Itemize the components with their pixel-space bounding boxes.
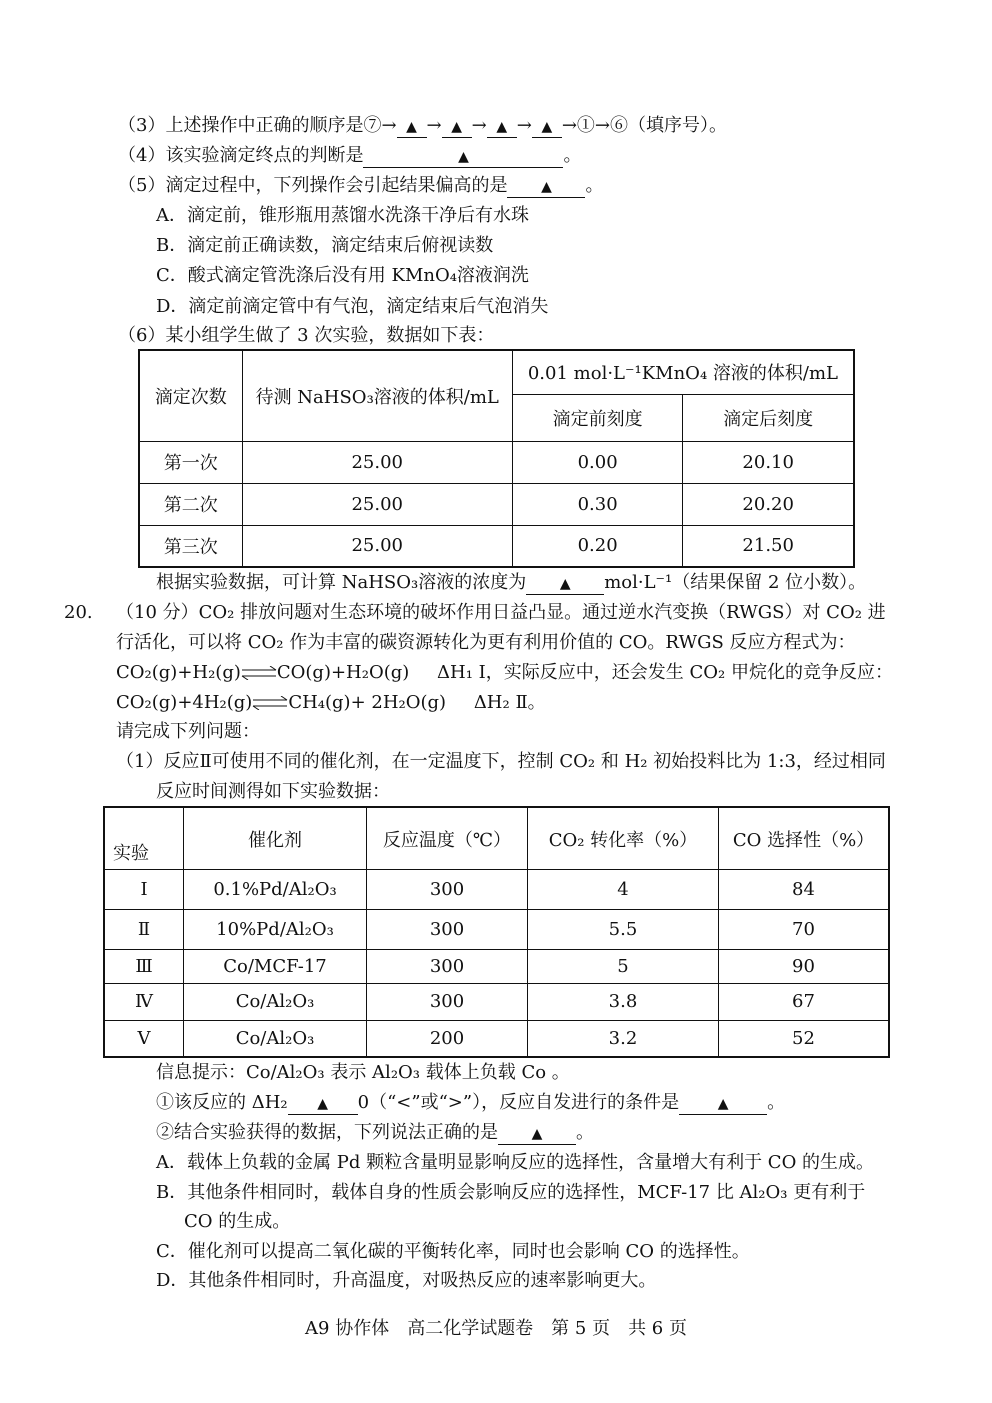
header-kmno4-volume: 0.01 mol·L⁻¹KMnO₄ 溶液的体积/mL <box>512 350 854 394</box>
equilibrium-arrow-icon <box>241 666 277 680</box>
option-a: A．载体上负载的金属 Pd 颗粒含量明显影响反应的选择性，含量增大有利于 CO 的生成。 <box>156 1152 875 1173</box>
option-b: B．其他条件相同时，载体自身的性质会影响反应的选择性，MCF-17 比 Al₂O₃ 更有利于 <box>156 1182 866 1203</box>
question-6-intro: （6）某小组学生做了 3 次实验，数据如下表： <box>118 325 495 346</box>
option-b: B．滴定前正确读数，滴定结束后俯视读数 <box>156 235 494 256</box>
q20-line1: （10 分）CO₂ 排放问题对生态环境的破坏作用日益凸显。通过逆水汽变换（RWGS）对 CO₂ 进 <box>116 602 886 623</box>
header-conversion: CO₂ 转化率（%） <box>528 807 719 869</box>
answer-blank[interactable]: ▲ <box>442 116 472 138</box>
header-before: 滴定前刻度 <box>512 394 683 441</box>
answer-blank[interactable]: ▲ <box>363 146 563 168</box>
table-row: Ⅲ Co/MCF-17 300 5 90 <box>104 949 889 983</box>
question-number: 20. <box>64 602 93 623</box>
option-d: D．滴定前滴定管中有气泡，滴定结束后气泡消失 <box>156 296 549 317</box>
table-row: Ⅱ 10%Pd/Al₂O₃ 300 5.5 70 <box>104 909 889 949</box>
titration-table <box>138 349 855 568</box>
header-catalyst: 催化剂 <box>184 807 367 869</box>
part1-line1: （1）反应Ⅱ可使用不同的催化剂，在一定温度下，控制 CO₂ 和 H₂ 初始投料比为 1:3，经过相同 <box>116 751 886 772</box>
question-6-result: 根据实验数据，可计算 NaHSO₃溶液的浓度为 ▲ mol·L⁻¹（结果保留 2 位小数）。 <box>156 572 867 593</box>
table-row: 第二次 25.00 0.30 20.20 <box>139 483 854 525</box>
question-3: （3）上述操作中正确的顺序是⑦→ ▲ → ▲ → ▲ → ▲ →①→⑥（填序号）。 <box>118 115 727 136</box>
header-times: 滴定次数 <box>139 350 242 441</box>
option-c: C．催化剂可以提高二氧化碳的平衡转化率，同时也会影响 CO 的选择性。 <box>156 1241 750 1262</box>
header-experiment: 实验 <box>104 807 184 869</box>
answer-blank[interactable]: ▲ <box>498 1123 576 1145</box>
answer-blank[interactable]: ▲ <box>507 176 585 198</box>
sub-question-1: ①该反应的 ΔH₂ ▲ 0（“<”或“>”），反应自发进行的条件是 ▲ 。 <box>156 1092 786 1113</box>
answer-blank[interactable]: ▲ <box>288 1093 358 1115</box>
question-4: （4）该实验滴定终点的判断是 ▲ 。 <box>118 145 582 166</box>
table-row: 第三次 25.00 0.20 21.50 <box>139 525 854 567</box>
table-row: Ⅰ 0.1%Pd/Al₂O₃ 300 4 84 <box>104 869 889 909</box>
equation-1: CO₂(g)+H₂(g) CO(g)+H₂O(g) ΔH₁ Ⅰ，实际反应中，还会发生 CO₂ 甲烷化的竞争反应： <box>116 662 893 683</box>
header-temperature: 反应温度（℃） <box>367 807 528 869</box>
equilibrium-arrow-icon <box>252 696 288 710</box>
sub-question-2: ②结合实验获得的数据，下列说法正确的是 ▲ 。 <box>156 1122 594 1143</box>
prompt: 请完成下列问题： <box>116 721 260 742</box>
hint: 信息提示：Co/Al₂O₃ 表示 Al₂O₃ 载体上负载 Co 。 <box>156 1062 570 1083</box>
option-c: C．酸式滴定管洗涤后没有用 KMnO₄溶液润洗 <box>156 265 529 286</box>
table-row: Ⅴ Co/Al₂O₃ 200 3.2 52 <box>104 1020 889 1057</box>
table-row: 第一次 25.00 0.00 20.10 <box>139 441 854 483</box>
option-b-cont: CO 的生成。 <box>184 1211 291 1232</box>
table-row: Ⅳ Co/Al₂O₃ 300 3.8 67 <box>104 983 889 1020</box>
catalyst-table <box>103 806 890 1058</box>
q20-line2: 行活化，可以将 CO₂ 作为丰富的碳资源转化为更有利用价值的 CO。RWGS 反应方程式为： <box>116 632 856 653</box>
option-d: D．其他条件相同时，升高温度，对吸热反应的速率影响更大。 <box>156 1270 657 1291</box>
part1-line2: 反应时间测得如下实验数据： <box>156 781 390 802</box>
option-a: A．滴定前，锥形瓶用蒸馏水洗涤干净后有水珠 <box>156 205 529 226</box>
header-after: 滴定后刻度 <box>683 394 854 441</box>
answer-blank[interactable]: ▲ <box>397 116 427 138</box>
header-sample-volume: 待测 NaHSO₃溶液的体积/mL <box>242 350 512 441</box>
equation-2: CO₂(g)+4H₂(g) CH₄(g)+ 2H₂O(g) ΔH₂ Ⅱ。 <box>116 692 546 713</box>
answer-blank[interactable]: ▲ <box>487 116 517 138</box>
header-selectivity: CO 选择性（%） <box>719 807 890 869</box>
question-5: （5）滴定过程中，下列操作会引起结果偏高的是 ▲ 。 <box>118 175 604 196</box>
answer-blank[interactable]: ▲ <box>526 573 604 595</box>
page-footer: A9 协作体 高二化学试题卷 第 5 页 共 6 页 <box>305 1318 687 1339</box>
answer-blank[interactable]: ▲ <box>532 116 562 138</box>
answer-blank[interactable]: ▲ <box>679 1093 767 1115</box>
